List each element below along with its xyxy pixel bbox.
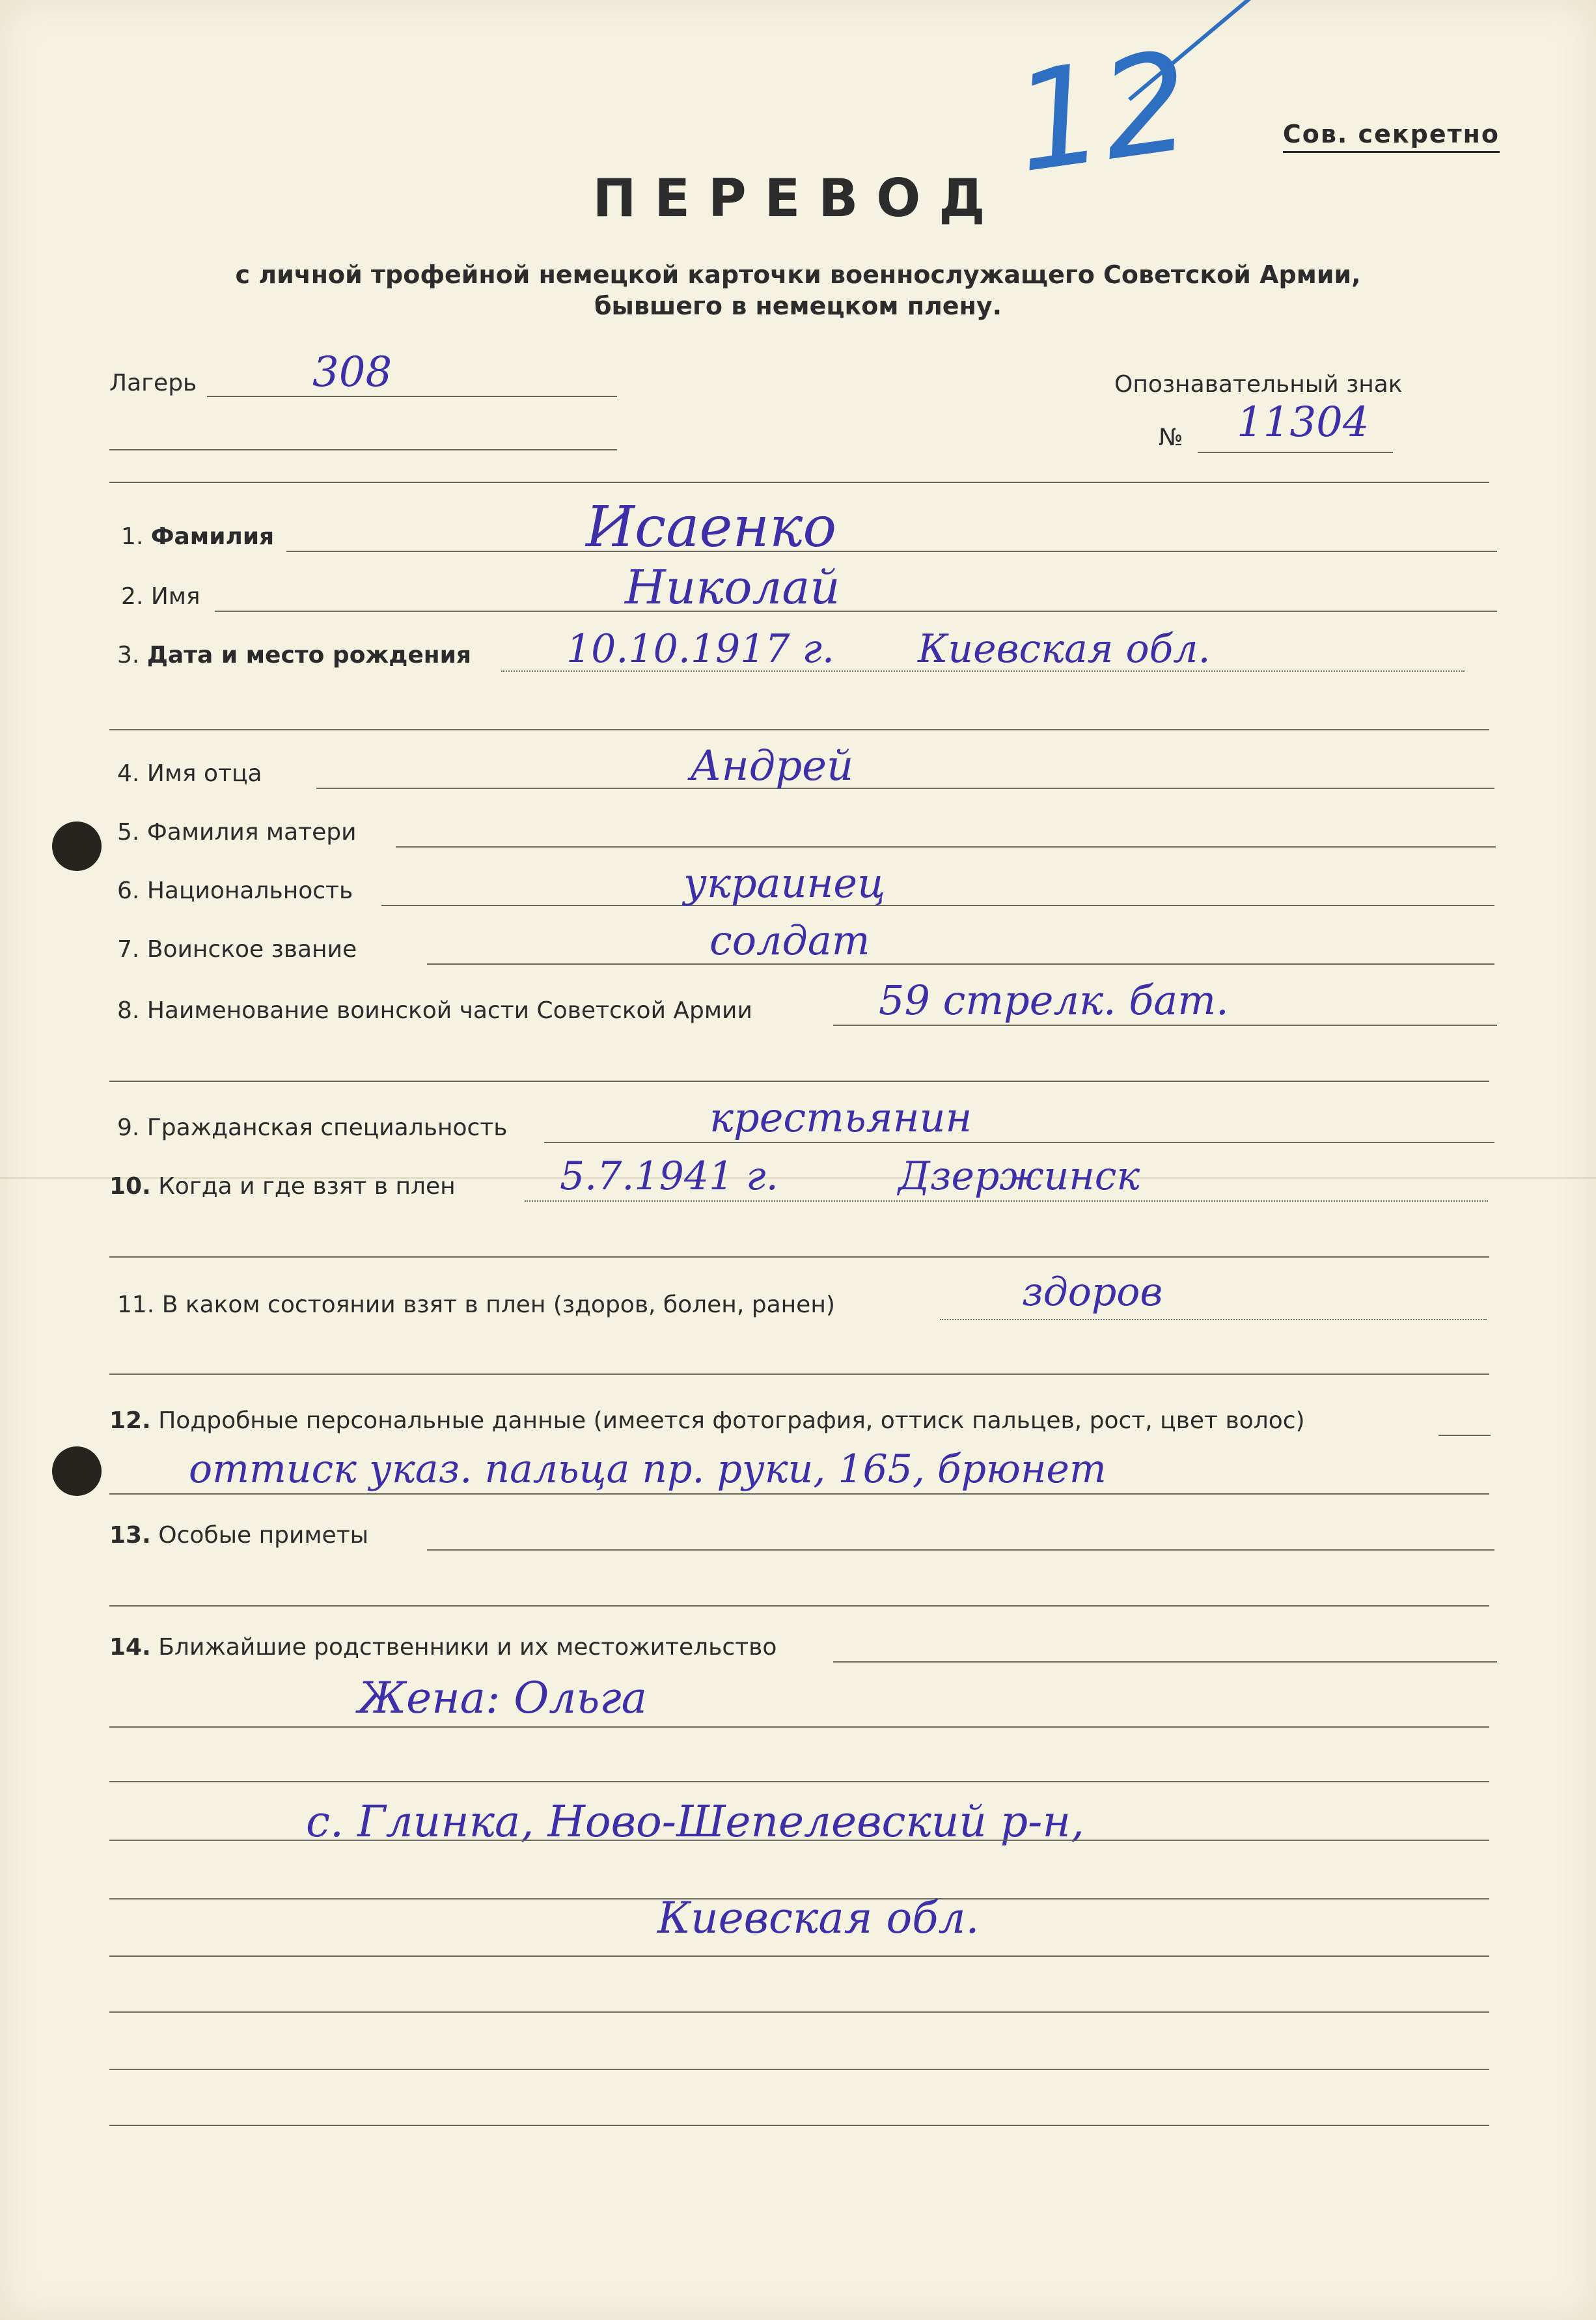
subtitle-line-2: бывшего в немецком плену. — [594, 292, 1002, 320]
field-12-line — [1438, 1435, 1491, 1436]
field-7-num: 7. — [117, 936, 140, 963]
field-9-num: 9. — [117, 1114, 140, 1141]
field-14-value-line-2: с. Глинка, Ново-Шепелевский р-н, — [306, 1797, 1084, 1847]
field-14-line — [833, 1661, 1497, 1663]
field-3-num: 3. — [117, 642, 140, 669]
field-14-label: Ближайшие родственники и их местожительство — [158, 1634, 777, 1661]
field-13-line — [427, 1549, 1494, 1551]
field-11-line — [940, 1319, 1487, 1320]
subtitle-line-1: с личной трофейной немецкой карточки военнослужащего Советской Армии, — [235, 260, 1361, 289]
field-12-num: 12. — [109, 1407, 151, 1434]
field-2-num: 2. — [121, 583, 144, 610]
field-7-value: солдат — [709, 917, 870, 964]
field-4-line — [316, 788, 1494, 789]
field-13-label: Особые приметы — [158, 1522, 369, 1549]
handwritten-number: 12 — [1005, 21, 1200, 204]
id-tag-value: 11304 — [1237, 398, 1369, 447]
field-6-line — [381, 905, 1494, 906]
field-14-line-2 — [109, 1726, 1489, 1728]
field-8-num: 8. — [117, 997, 140, 1024]
field-11-label: В каком состоянии взят в плен (здоров, болен, ранен) — [161, 1291, 835, 1318]
field-14-line-6 — [109, 1955, 1489, 1957]
field-4-label: Имя отца — [146, 760, 262, 787]
field-4-value: Андрей — [690, 742, 854, 790]
field-10-line-2 — [109, 1256, 1489, 1258]
field-8-line — [833, 1025, 1497, 1026]
field-14-line-8 — [109, 2069, 1489, 2070]
id-tag-num-label: № — [1159, 424, 1183, 451]
id-tag-label: Опознавательный знак — [1114, 371, 1403, 398]
field-12-label: Подробные персональные данные (имеется фотография, оттиск пальцев, рост, цвет волос) — [158, 1407, 1305, 1434]
secrecy-stamp: Сов. секретно — [1283, 120, 1500, 153]
field-13-num: 13. — [109, 1522, 151, 1549]
field-5-num: 5. — [117, 819, 140, 846]
field-9-line — [544, 1142, 1494, 1143]
field-8-value: 59 стрелк. бат. — [879, 976, 1229, 1024]
field-14-value-line-1: Жена: Ольга — [358, 1673, 648, 1723]
field-11-value: здоров — [1022, 1269, 1163, 1315]
punch-hole — [52, 1446, 102, 1496]
field-3-value: 10.10.1917 г. — [566, 626, 835, 672]
field-3-line-2 — [109, 729, 1489, 730]
field-13-line-2 — [109, 1605, 1489, 1607]
field-9-value: крестьянин — [709, 1094, 972, 1141]
field-10-value-2: Дзержинск — [898, 1153, 1140, 1199]
field-14-line-9 — [109, 2125, 1489, 2126]
camp-value: 308 — [312, 348, 392, 396]
separator-line — [109, 482, 1489, 483]
camp-line-2 — [109, 449, 617, 450]
field-1-value: Исаенко — [586, 495, 837, 560]
field-3-label: Дата и место рождения — [146, 642, 471, 669]
field-10-line — [525, 1200, 1488, 1202]
field-14-value-line-3: Киевская обл. — [657, 1893, 980, 1943]
field-3-value-2: Киевская обл. — [918, 626, 1211, 672]
camp-line — [207, 396, 617, 397]
field-12-line-2 — [109, 1493, 1489, 1495]
field-14-line-4 — [109, 1840, 1489, 1841]
field-14-line-3 — [109, 1781, 1489, 1782]
field-2-label: Имя — [150, 583, 200, 610]
field-7-line — [427, 963, 1494, 965]
field-12-value: оттиск указ. пальца пр. руки, 165, брюнет — [189, 1446, 1107, 1492]
document-title: ПЕРЕВОД — [592, 168, 1004, 228]
field-14-line-7 — [109, 2011, 1489, 2013]
field-6-num: 6. — [117, 877, 140, 904]
field-11-num: 11. — [117, 1291, 155, 1318]
field-10-label: Когда и где взят в плен — [158, 1173, 456, 1200]
id-tag-line — [1198, 452, 1393, 453]
field-14-num: 14. — [109, 1634, 151, 1661]
field-9-label: Гражданская специальность — [146, 1114, 508, 1141]
field-11-line-2 — [109, 1374, 1489, 1375]
punch-hole — [52, 822, 102, 871]
field-2-line — [215, 611, 1497, 612]
field-5-label: Фамилия матери — [146, 819, 357, 846]
field-8-line-2 — [109, 1081, 1489, 1082]
field-10-value: 5.7.1941 г. — [560, 1153, 778, 1199]
field-1-line — [286, 551, 1497, 552]
field-4-num: 4. — [117, 760, 140, 787]
field-2-value: Николай — [625, 560, 840, 615]
field-8-label: Наименование воинской части Советской Армии — [146, 997, 752, 1024]
field-1-num: 1. — [121, 523, 144, 550]
field-6-label: Национальность — [146, 877, 353, 904]
field-7-label: Воинское звание — [146, 936, 357, 963]
field-5-line — [396, 846, 1496, 848]
camp-label: Лагерь — [109, 370, 197, 396]
field-10-num: 10. — [109, 1173, 151, 1200]
field-6-value: украинец — [683, 859, 886, 907]
field-1-label: Фамилия — [150, 523, 275, 550]
